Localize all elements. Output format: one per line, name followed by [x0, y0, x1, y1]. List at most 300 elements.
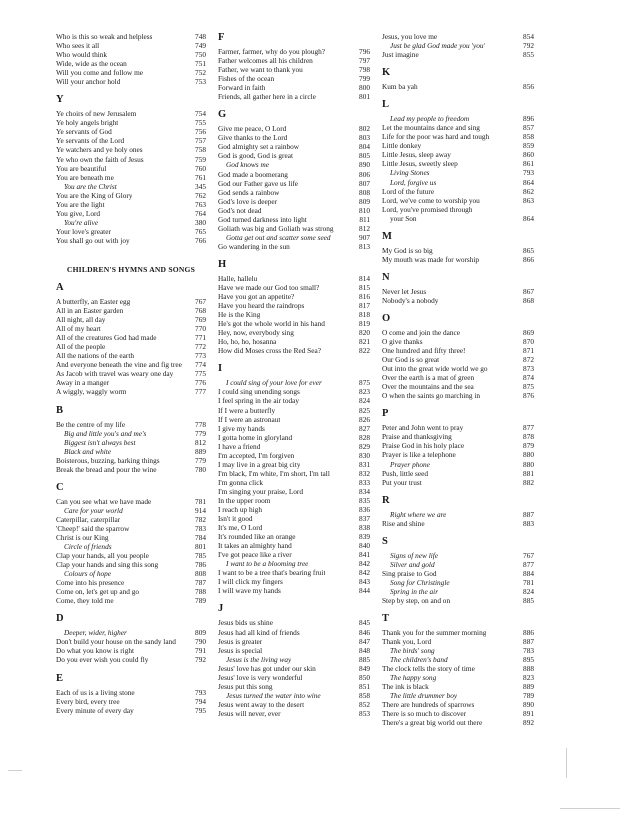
- entry-title: Jesus is greater: [218, 636, 263, 646]
- index-entry: [218, 424, 370, 433]
- index-entry: [218, 242, 370, 251]
- entry-number: 836: [359, 505, 370, 515]
- index-entry: [218, 664, 370, 673]
- index-entry: [56, 68, 206, 77]
- index-entry: [218, 505, 370, 514]
- entry-number: 886: [523, 628, 534, 638]
- entry-number: 862: [523, 186, 534, 196]
- entry-number: 380: [195, 217, 206, 227]
- entry-title: Let the mountains dance and sing: [382, 123, 480, 133]
- entry-number: 750: [195, 50, 206, 60]
- index-entry-alt-title: [218, 691, 370, 700]
- entry-title: Put your trust: [382, 477, 422, 487]
- index-entry: [56, 209, 206, 218]
- index-entry: [382, 637, 534, 646]
- entry-number: 824: [359, 396, 370, 406]
- index-entry: [218, 301, 370, 310]
- index-entry: [382, 296, 534, 305]
- index-entry: [382, 32, 534, 41]
- index-entry: [218, 65, 370, 74]
- entry-number: 885: [359, 654, 370, 664]
- entry-title: I give my hands: [218, 423, 265, 433]
- index-entry: [218, 496, 370, 505]
- entry-number: 804: [359, 142, 370, 152]
- entry-number: 828: [359, 432, 370, 442]
- letter-heading: L: [382, 99, 390, 111]
- entry-number: 845: [359, 618, 370, 628]
- entry-title: God sends a rainbow: [218, 187, 280, 197]
- entry-title: You're alive: [64, 217, 99, 227]
- entry-number: 878: [523, 432, 534, 442]
- index-entry-alt-title: [56, 628, 206, 637]
- entry-title: It's me, O Lord: [218, 523, 263, 533]
- entry-title: My mouth was made for worship: [382, 254, 480, 264]
- entry-title: The happy song: [390, 673, 437, 683]
- index-entry: [382, 123, 534, 132]
- entry-title: Ye servants of God: [56, 127, 112, 137]
- entry-number: 817: [359, 301, 370, 311]
- entry-number: 914: [195, 505, 206, 515]
- index-entry-alt-title: [56, 438, 206, 447]
- index-entry: [56, 155, 206, 164]
- index-entry: [56, 32, 206, 41]
- entry-number: 881: [523, 468, 534, 478]
- entry-title: Just be glad God made you 'you': [390, 41, 486, 51]
- index-entry: [218, 541, 370, 550]
- index-entry: [382, 664, 534, 673]
- index-entry: [382, 432, 534, 441]
- index-entry: [56, 227, 206, 236]
- entry-title: The ink is black: [382, 682, 429, 692]
- index-entry: [382, 50, 534, 59]
- entry-number: 794: [195, 696, 206, 706]
- entry-title: Sing praise to God: [382, 568, 437, 578]
- entry-number: 852: [359, 699, 370, 709]
- index-entry: [218, 197, 370, 206]
- entry-number: 795: [195, 705, 206, 715]
- index-entry: [218, 682, 370, 691]
- entry-number: 786: [195, 560, 206, 570]
- entry-number: 882: [523, 477, 534, 487]
- entry-number: 880: [523, 459, 534, 469]
- index-entry: [382, 569, 534, 578]
- entry-number: 850: [359, 672, 370, 682]
- entry-title: Jesus' love has got under our skin: [218, 663, 316, 673]
- index-entry-alt-title: [218, 233, 370, 242]
- entry-title: I want to be a blooming tree: [226, 559, 309, 569]
- entry-number: 806: [359, 169, 370, 179]
- entry-title: Ye watchers and ye holy ones: [56, 145, 143, 155]
- entry-number: 768: [195, 306, 206, 316]
- index-entry: [218, 532, 370, 541]
- entry-number: 798: [359, 65, 370, 75]
- entry-title: Jesus had all kind of friends: [218, 627, 300, 637]
- entry-title: Silver and gold: [390, 559, 435, 569]
- entry-title: Who is this so weak and helpless: [56, 32, 153, 41]
- entry-title: God our Father gave us life: [218, 178, 299, 188]
- entry-title: Father, we want to thank you: [218, 65, 303, 75]
- entry-number: 847: [359, 636, 370, 646]
- entry-title: All of my heart: [56, 324, 101, 334]
- index-entry: [382, 364, 534, 373]
- entry-title: I could sing of your love for ever: [226, 378, 322, 388]
- entry-number: 833: [359, 477, 370, 487]
- index-entry: [218, 274, 370, 283]
- entry-number: 792: [195, 655, 206, 665]
- entry-number: 871: [523, 346, 534, 356]
- index-column-3: [382, 32, 534, 728]
- entry-number: 867: [523, 286, 534, 296]
- index-entry: [382, 141, 534, 150]
- entry-number: 888: [523, 664, 534, 674]
- entry-title: Living Stones: [390, 168, 430, 178]
- index-entry: [382, 423, 534, 432]
- entry-title: Have we made our God too small?: [218, 282, 320, 292]
- entry-number: 874: [523, 373, 534, 383]
- index-entry: [382, 214, 534, 223]
- entry-number: 830: [359, 450, 370, 460]
- entry-number: 877: [523, 559, 534, 569]
- entry-number: 869: [523, 327, 534, 337]
- entry-number: 823: [359, 387, 370, 397]
- index-entry: [382, 718, 534, 727]
- entry-number: 856: [523, 82, 534, 92]
- index-entry: [382, 255, 534, 264]
- entry-title: Deeper, wider, higher: [64, 628, 127, 638]
- index-entry: [56, 378, 206, 387]
- letter-heading: C: [56, 481, 64, 493]
- entry-number: 780: [195, 464, 206, 474]
- entry-title: Biggest isn't always best: [64, 437, 136, 447]
- index-entry: [56, 596, 206, 605]
- index-entry-alt-title: [218, 655, 370, 664]
- index-entry: [218, 133, 370, 142]
- entry-number: 792: [523, 41, 534, 51]
- entry-title: Every minute of every day: [56, 705, 134, 715]
- entry-number: 785: [195, 551, 206, 561]
- index-entry: [218, 673, 370, 682]
- index-entry: [218, 478, 370, 487]
- index-entry: [382, 391, 534, 400]
- entry-number: 864: [523, 213, 534, 223]
- index-entry: [382, 628, 534, 637]
- entry-number: 788: [195, 587, 206, 597]
- entry-title: The children's band: [390, 655, 448, 665]
- entry-title: I'm accepted, I'm forgiven: [218, 450, 295, 460]
- index-entry: [218, 142, 370, 151]
- entry-number: 870: [523, 336, 534, 346]
- index-entry: [218, 170, 370, 179]
- entry-title: Come, they told me: [56, 596, 114, 606]
- entry-number: 822: [359, 346, 370, 356]
- entry-number: 884: [523, 568, 534, 578]
- index-entry: [56, 655, 206, 664]
- entry-title: Halle, hallelu: [218, 273, 258, 283]
- entry-title: Jesus went away to the desert: [218, 699, 305, 709]
- entry-number: 778: [195, 419, 206, 429]
- index-entry: [56, 369, 206, 378]
- letter-heading: F: [218, 32, 225, 43]
- index-entry: [56, 497, 206, 506]
- index-entry: [218, 460, 370, 469]
- index-entry-alt-title: [56, 506, 206, 515]
- index-entry: [56, 200, 206, 209]
- entry-number: 841: [359, 550, 370, 560]
- letter-heading: D: [56, 613, 64, 625]
- letter-heading: Y: [56, 94, 64, 106]
- entry-title: Life for the poor was hard and tough: [382, 132, 490, 142]
- entry-title: Clap your hands, all you people: [56, 551, 149, 561]
- index-entry-alt-title: [56, 182, 206, 191]
- index-entry: [218, 709, 370, 718]
- entry-title: Father welcomes all his children: [218, 56, 313, 66]
- index-entry: [382, 709, 534, 718]
- index-entry: [218, 628, 370, 637]
- entry-number: 764: [195, 208, 206, 218]
- index-entry: [218, 586, 370, 595]
- index-entry: [56, 360, 206, 369]
- index-entry: [218, 346, 370, 355]
- entry-number: 858: [359, 690, 370, 700]
- entry-number: 787: [195, 578, 206, 588]
- entry-title: Kum ba yah: [382, 82, 418, 92]
- index-entry: [56, 333, 206, 342]
- entry-number: 819: [359, 319, 370, 329]
- entry-title: My God is so big: [382, 245, 433, 255]
- entry-number: 809: [195, 628, 206, 638]
- index-entry: [218, 215, 370, 224]
- entry-number: 790: [195, 637, 206, 647]
- index-entry: [382, 373, 534, 382]
- entry-number: 853: [359, 708, 370, 718]
- index-entry: [56, 587, 206, 596]
- index-entry-alt-title: [382, 578, 534, 587]
- index-entry: [382, 346, 534, 355]
- index-entry-alt-title: [382, 114, 534, 123]
- index-entry: [56, 646, 206, 655]
- index-entry-alt-title: [382, 646, 534, 655]
- entry-title: Black and white: [64, 446, 112, 456]
- entry-title: Our God is so great: [382, 355, 440, 365]
- letter-heading: R: [382, 494, 390, 506]
- scan-mark: [560, 808, 620, 809]
- index-entry: [56, 551, 206, 560]
- entry-number: 858: [523, 132, 534, 142]
- entry-number: 824: [523, 586, 534, 596]
- index-entry: [382, 159, 534, 168]
- entry-number: 755: [195, 118, 206, 128]
- entry-number: 842: [359, 568, 370, 578]
- entry-title: Your love's greater: [56, 226, 111, 236]
- entry-number: 890: [523, 700, 534, 710]
- entry-title: Who would think: [56, 50, 108, 60]
- entry-number: 892: [523, 718, 534, 728]
- entry-title: Jesus will never, ever: [218, 708, 281, 718]
- entry-title: Friends, all gather here in a circle: [218, 92, 316, 102]
- entry-title: Jesus is the living way: [226, 654, 292, 664]
- index-entry: [56, 456, 206, 465]
- entry-number: 775: [195, 369, 206, 379]
- entry-title: Prayer is like a telephone: [382, 450, 456, 460]
- index-entry: [382, 469, 534, 478]
- entry-number: 860: [523, 150, 534, 160]
- entry-number: 793: [523, 168, 534, 178]
- index-entry: [382, 196, 534, 205]
- index-entry: [382, 596, 534, 605]
- entry-title: Lord, forgive us: [390, 177, 437, 187]
- entry-number: 756: [195, 127, 206, 137]
- entry-number: 825: [359, 405, 370, 415]
- entry-number: 769: [195, 315, 206, 325]
- entry-title: There are hundreds of sparrows: [382, 700, 475, 710]
- index-entry-alt-title: [382, 655, 534, 664]
- index-entry: [56, 420, 206, 429]
- entry-number: 808: [359, 187, 370, 197]
- entry-number: 761: [195, 172, 206, 182]
- entry-title: Ho, ho, ho, hosanna: [218, 337, 277, 347]
- index-entry: [382, 337, 534, 346]
- entry-title: Song for Christingle: [390, 577, 450, 587]
- index-entry: [56, 533, 206, 542]
- entry-number: 889: [523, 682, 534, 692]
- entry-number: 765: [195, 226, 206, 236]
- entry-title: All the nations of the earth: [56, 351, 135, 361]
- entry-title: I will wave my hands: [218, 586, 281, 596]
- entry-title: Right where we are: [390, 509, 447, 519]
- entry-number: 816: [359, 292, 370, 302]
- entry-number: 838: [359, 523, 370, 533]
- entry-title: Can you see what we have made: [56, 496, 152, 506]
- entry-title: You are the light: [56, 199, 105, 209]
- entry-title: Away in a manger: [56, 378, 110, 388]
- entry-number: 797: [359, 56, 370, 66]
- index-entry: [218, 415, 370, 424]
- entry-title: Nobody's a nobody: [382, 295, 439, 305]
- entry-number: 873: [523, 364, 534, 374]
- entry-number: 840: [359, 541, 370, 551]
- entry-number: 815: [359, 282, 370, 292]
- entry-number: 749: [195, 41, 206, 51]
- index-entry-alt-title: [218, 559, 370, 568]
- letter-heading: N: [382, 271, 390, 283]
- entry-title: The little drummer boy: [390, 691, 458, 701]
- entry-title: Prayer phone: [390, 459, 430, 469]
- index-entry: [56, 136, 206, 145]
- index-entry-alt-title: [382, 510, 534, 519]
- entry-title: Lord, you've promised through: [382, 204, 473, 214]
- index-entry: [218, 469, 370, 478]
- entry-title: Each of us is a living stone: [56, 687, 135, 697]
- entry-title: Forward in faith: [218, 83, 266, 93]
- entry-number: 814: [359, 273, 370, 283]
- entry-number: 781: [195, 496, 206, 506]
- entry-title: I'm gonna click: [218, 477, 264, 487]
- index-entry: [382, 82, 534, 91]
- index-entry: [56, 578, 206, 587]
- index-entry: [218, 310, 370, 319]
- index-entry: [382, 355, 534, 364]
- entry-number: 783: [523, 646, 534, 656]
- entry-title: Ye who own the faith of Jesus: [56, 154, 144, 164]
- index-entry: [56, 145, 206, 154]
- entry-title: Colours of hope: [64, 569, 112, 579]
- entry-title: Ye choirs of new Jerusalem: [56, 109, 137, 119]
- entry-title: Step by step, on and on: [382, 595, 451, 605]
- entry-title: Jesus put this song: [218, 681, 273, 691]
- entry-title: You are the King of Glory: [56, 190, 133, 200]
- index-entry: [382, 682, 534, 691]
- index-entry: [56, 637, 206, 646]
- entry-number: 896: [523, 114, 534, 124]
- index-entry: [382, 246, 534, 255]
- entry-title: Little Jesus, sleep away: [382, 150, 451, 160]
- entry-title: He is the King: [218, 310, 261, 320]
- entry-number: 759: [195, 154, 206, 164]
- entry-title: Give me peace, O Lord: [218, 124, 287, 134]
- entry-number: 895: [523, 655, 534, 665]
- index-entry: [56, 191, 206, 200]
- entry-title: I want to be a tree that's bearing fruit: [218, 568, 326, 578]
- entry-title: As Jacob with travel was weary one day: [56, 369, 174, 379]
- entry-number: 877: [523, 423, 534, 433]
- entry-title: your Son: [390, 213, 417, 223]
- entry-title: Never let Jesus: [382, 286, 427, 296]
- entry-title: One hundred and fifty three!: [382, 346, 466, 356]
- index-entry: [218, 56, 370, 65]
- entry-title: I will click my fingers: [218, 577, 283, 587]
- entry-number: 772: [195, 342, 206, 352]
- entry-number: 851: [359, 681, 370, 691]
- index-entry: [218, 637, 370, 646]
- entry-number: 823: [523, 673, 534, 683]
- letter-heading: P: [382, 408, 389, 420]
- entry-number: 875: [359, 378, 370, 388]
- entry-number: 811: [359, 214, 370, 224]
- index-entry: [382, 205, 534, 214]
- index-entry-alt-title: [382, 587, 534, 596]
- entry-title: Praise God in his holy place: [382, 441, 465, 451]
- index-entry: [218, 487, 370, 496]
- entry-title: Christ is our King: [56, 532, 109, 542]
- entry-number: 837: [359, 514, 370, 524]
- entry-title: Jesus, you love me: [382, 32, 438, 41]
- index-entry: [218, 577, 370, 586]
- index-entry: [218, 47, 370, 56]
- index-entry-alt-title: [56, 542, 206, 551]
- entry-title: If I were an astronaut: [218, 414, 281, 424]
- entry-title: I could sing unending songs: [218, 387, 300, 397]
- entry-title: O come and join the dance: [382, 327, 461, 337]
- entry-title: Out into the great wide world we go: [382, 364, 488, 374]
- entry-number: 875: [523, 382, 534, 392]
- index-entry: [218, 319, 370, 328]
- entry-number: 774: [195, 360, 206, 370]
- entry-number: 854: [523, 32, 534, 41]
- index-entry: [382, 132, 534, 141]
- entry-number: 861: [523, 159, 534, 169]
- section-heading: CHILDREN'S HYMNS AND SONGS: [66, 264, 196, 274]
- index-entry-alt-title: [56, 429, 206, 438]
- index-entry: [218, 387, 370, 396]
- entry-number: 876: [523, 391, 534, 401]
- entry-title: Little Jesus, sweetly sleep: [382, 159, 458, 169]
- index-entry-alt-title: [56, 218, 206, 227]
- entry-title: Thank you, Lord: [382, 637, 432, 647]
- entry-title: You are beautiful: [56, 163, 107, 173]
- index-entry: [56, 109, 206, 118]
- entry-title: You give, Lord: [56, 208, 101, 218]
- index-entry: [218, 283, 370, 292]
